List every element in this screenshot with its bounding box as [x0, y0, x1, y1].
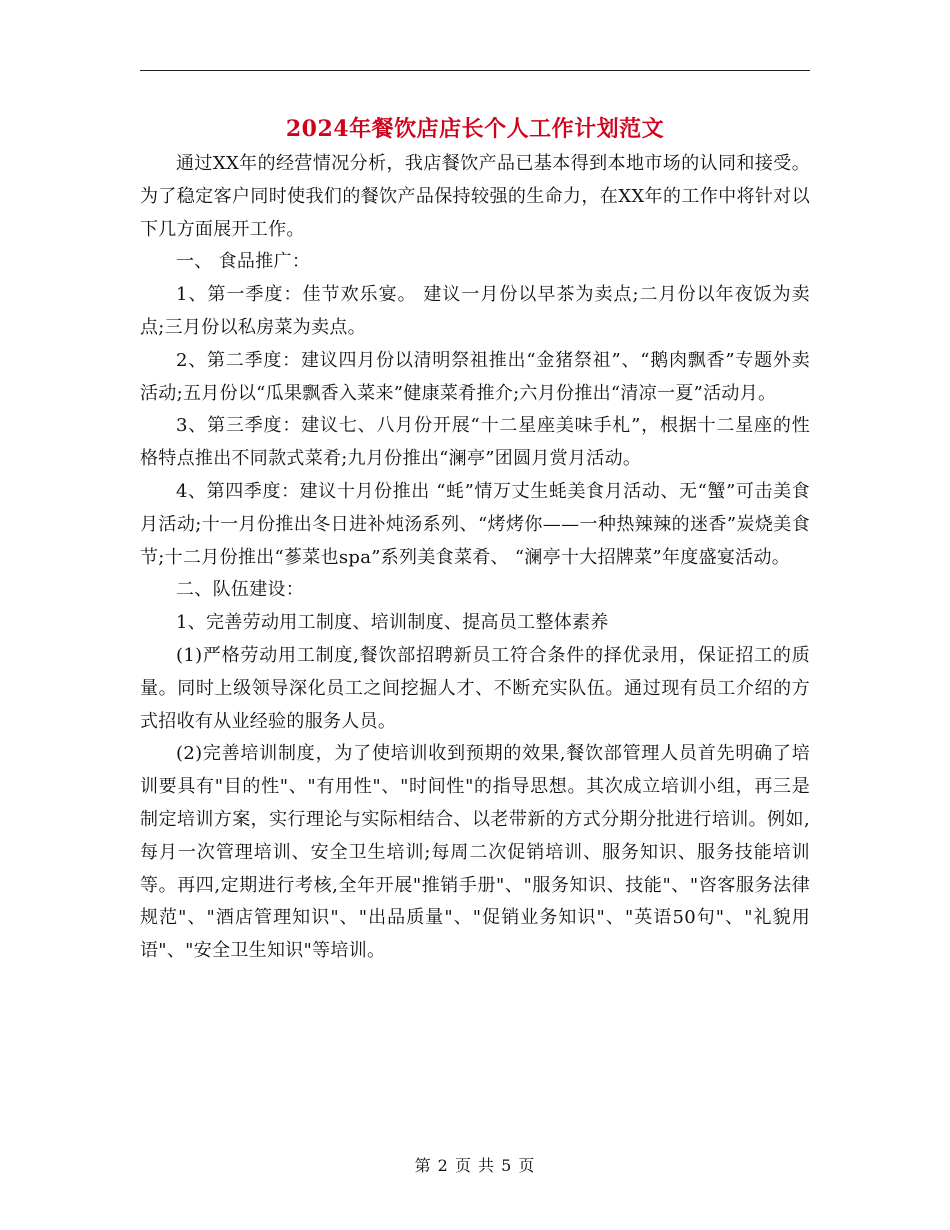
document-body	[140, 148, 810, 968]
paragraph-labor-system: (1)严格劳动用工制度,餐饮部招聘新员工符合条件的择优录用，保证招工的质量。同时上级领导深化员工之间挖掘人才、不断充实队伍。通过现有员工介绍的方式招收有从业经验的服务人员。	[140, 644, 810, 732]
paragraph-intro: 通过XX年的经营情况分析，我店餐饮产品已基本得到本地市场的认同和接受。为了稳定客户同时使我们的餐饮产品保持较强的生命力，在XX年的工作中将针对以下几方面展开工作。	[140, 153, 810, 240]
paragraph-q1: 1、第一季度：佳节欢乐宴。 建议一月份以早茶为卖点;二月份以年夜饭为卖点;三月份以私房菜为卖点。	[140, 284, 810, 338]
paragraph-q2: 2、第二季度：建议四月份以清明祭祖推出“金猪祭祖”、“鹅肉飘香”专题外卖活动;五月份以“瓜果飘香入菜来”健康菜肴推介;六月份推出“清凉一夏”活动月。	[140, 349, 810, 404]
document-title: 2024年餐饮店店长个人工作计划范文	[285, 116, 665, 142]
subheading-labor-training: 1、完善劳动用工制度、培训制度、提高员工整体素养	[176, 612, 609, 634]
header-rule	[140, 70, 810, 71]
paragraph-training-system: (2)完善培训制度，为了使培训收到预期的效果,餐饮部管理人员首先明确了培训要具有"目的性"、"有用性"、"时间性"的指导思想。其次成立培训小组，再三是制定培训方案，实行理论与实际相结合、以老带新的方式分期分批进行培训。例如,每月一次管理培训、安全卫生培训;每周二次促销培训、服务知识、服务技能培训等。再四,定期进行考核,全年开展"推销手册"、"服务知识、技能"、"咨客服务法律规范"、"酒店管理知识"、"出品质量"、"促销业务知识"、"英语50句"、"礼貌用语"、"安全卫生知识"等培训。	[140, 743, 810, 962]
heading-food-promotion: 一、 食品推广：	[176, 251, 311, 273]
paragraph-q4: 4、第四季度：建议十月份推出 “蚝”情万丈生蚝美食月活动、无“蟹”可击美食月活动;十一月份推出冬日进补炖汤系列、“烤烤你——一种热辣辣的迷香”炭烧美食节;十二月份推出“蔘菜也spa”系列美食菜肴、 “澜亭十大招牌菜”年度盛宴活动。	[140, 480, 810, 568]
heading-team-building: 二、队伍建设：	[176, 579, 305, 601]
page-footer: 第 2 页 共 5 页	[414, 1156, 536, 1175]
paragraph-q3: 3、第三季度：建议七、八月份开展“十二星座美味手札”，根据十二星座的性格特点推出不同款式菜肴;九月份推出“澜亭”团圆月赏月活动。	[140, 415, 810, 470]
